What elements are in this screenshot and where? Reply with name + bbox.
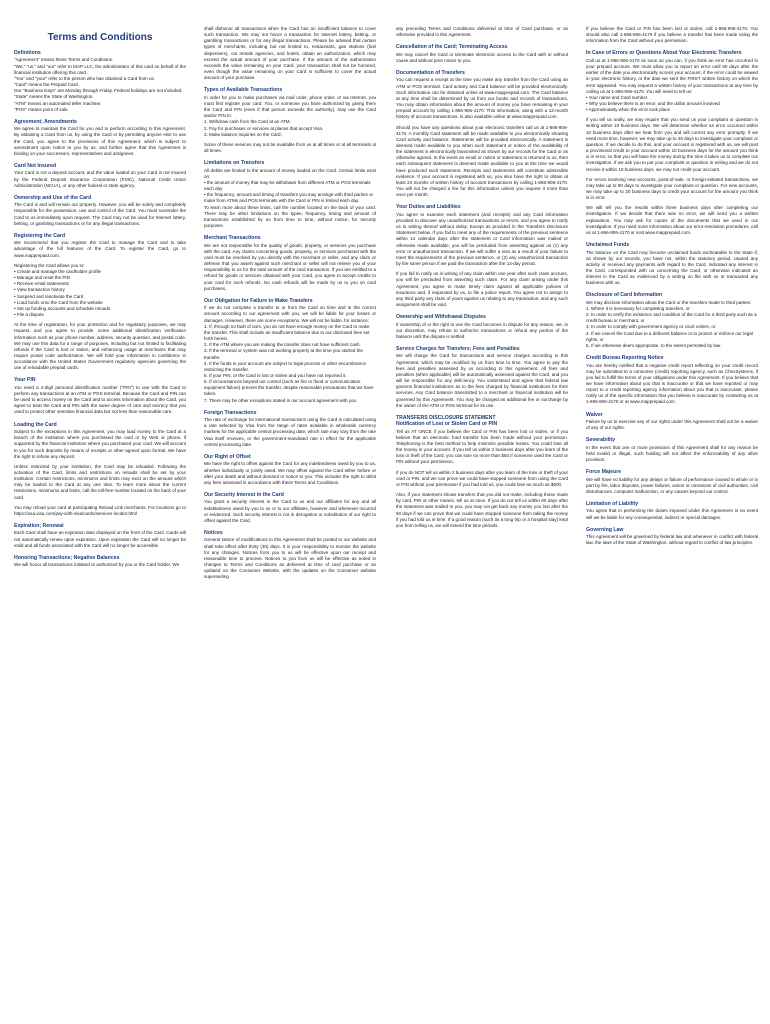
definition-item: Our "Business Days" are Monday through Friday. Federal holidays are not included. bbox=[14, 88, 183, 94]
definition-item: "Card" means the Prepaid Card. bbox=[14, 82, 79, 88]
foreign-heading: Foreign Transactions bbox=[204, 409, 257, 416]
ownership-use-text: The Card is and will remain our property. However, you will be solely and completely responsible for the possession, use and control of the Card. You must surrender the Card to us immediately upon request. The Card may not be used for Internet lottery, betting, or gambling transactions or for any illegal transactions. bbox=[14, 202, 186, 226]
definitions-list bbox=[14, 57, 186, 112]
list-item: 1. If, through no fault of ours, you do not have enough money on the Card to make the transfer. This shall include an insufficient balance due to our disclosed fees set forth herein. bbox=[204, 323, 370, 342]
definition-item: "State" means the State of Washington. bbox=[14, 94, 94, 100]
severability-text: In the event that one or more provisions of this Agreement shall for any reason be held invalid or illegal, such holding will not affect the enforceability of any other provision. bbox=[586, 444, 758, 463]
loading-heading: Loading the Card bbox=[14, 421, 57, 428]
duties-heading: Your Duties and Liabilities bbox=[396, 204, 461, 211]
list-item: • Approximately when the error took place bbox=[586, 107, 670, 113]
force-majeure-text: We will have no liability for any delays or failure of performance caused in whole or in part by fire, labor disputes, power failures, action or omissions of civil authorities, civil disturbances, computer malfunction, or any causes beyond our control. bbox=[586, 476, 758, 494]
list-item: 6. If circumstances beyond our control (such as fire or flood or communication equipment failure) prevent the transfer, despite reasonable precautions that we have taken. bbox=[204, 379, 374, 397]
list-item: • Suspend and reactivate the Card bbox=[14, 293, 84, 299]
unclaimed-heading: Unclaimed Funds bbox=[586, 242, 630, 249]
errors-text-2: If you tell us orally, we may require that you send us your complaint or question in writing within 10 business days. We will determine whether an error occurred within 10 business days after we hear from you and will correct any error promptly. If we need more time, however, we may take up to 45 days to investigate your complaint or question. If we decide to do this, and your account is registered with us, we will post a provisional credit to your account within 10 business days for the amount you think is in error, so that you will have the money during the time it takes us to complete our investigation. If we ask you to put your complaint or question in writing and we do not receive it within 10 business days, we may not credit your account. bbox=[586, 117, 758, 172]
card-not-insured-heading: Card Not Insured bbox=[14, 163, 57, 169]
registering-list-intro: Registering the Card allows you to: bbox=[14, 262, 85, 268]
security-text: You grant a security interest in the Card to us and our affiliates for any and all indebtedness owed by you to us or to our affiliates, however and whenever incurred or evidenced. Such security interest is not in derogation or substitution of our right to offset against the Card. bbox=[204, 499, 376, 523]
registering-heading: Registering the Card bbox=[14, 232, 66, 239]
list-item: • Create and manage the cardholder profile bbox=[14, 268, 102, 274]
types-list bbox=[204, 119, 376, 137]
lost-stolen-subheading: Notification of Lost or Stolen Card or PIN bbox=[396, 421, 498, 428]
ownership-disputes-heading: Ownership and Withdrawal Disputes bbox=[396, 314, 486, 321]
credit-bureau-heading: Credit Bureau Reporting Notice bbox=[586, 355, 664, 362]
honoring-continued-text: shall dishonor all transactions when the Card has an insufficient balance to cover such transaction. We may not honor a transaction for Internet lottery, betting, or gambling transactions or for any illegal transactions. Please be advised that certain types of merchants, including but not limited to, restaurants, gas stations (fuel dispensers), car rentals agencies, and hotels, obtain an authorization, which may exceed the actual amount of your purchase. If the amount of the authorization exceeds the value remaining on your Card, your transaction shall not be honored, even though the value remaining on your Card is sufficient to cover the actual amount of your purchase. bbox=[204, 26, 376, 81]
errors-list bbox=[586, 95, 758, 113]
amendments-text: We agree to maintain the Card for you and to perform according to this Agreement. By obtaining a Card from us, by using the Card or by permitting anyone else to use the Card, you agree to the provisions of this Agreement, which is subject to amendment upon notice to you by us, and further agree that this Agreement is binding on your successors, representatives and assignees. bbox=[14, 126, 186, 156]
duties-text-2: If you fail to notify us in writing of any claim within one year after such claim accrues, you will be precluded from asserting such claim. For any claim arising under this Agreement, you agree to make timely claim against all applicable policies of insurance and, if requested by us, to file a police report. You agree not to assign to any third party any claim of yours against us relating to any transaction, and any such assignment shall be void. bbox=[396, 271, 568, 307]
column-4 bbox=[586, 26, 758, 551]
honoring-text: We will honor all transactions initiated or authorized by you or the Card holder. We bbox=[14, 562, 180, 568]
list-item: • Receive email statements bbox=[14, 281, 69, 287]
definition-item: "Agreement" means these Terms and Conditions. bbox=[14, 57, 114, 63]
column-3 bbox=[396, 26, 568, 533]
limitations-list bbox=[204, 180, 376, 205]
types-text: In order for you to make purchases via mail order, phone order, or via Internet, you must first register your card. You, or someone you have authorized by giving them the Card and PIN (even if that person exceeds the authority), may use the Card and/or PIN to: bbox=[204, 94, 376, 119]
list-item: 3. In order to comply with government agency or court orders, or bbox=[586, 324, 716, 330]
list-item: 1. Where it is necessary for completing transfers, or bbox=[586, 306, 690, 311]
amendments-heading: Agreement; Amendments bbox=[14, 118, 77, 125]
disclosure-heading: Disclosure of Card Information bbox=[586, 292, 663, 299]
loading-text-2: Unless restricted by your institution, the Card may be reloaded. Following the activation of the Card, limits and restrictions on reloads shall be set by your institution. Certain restrictions, minimums and limits may exist on the amount which may be loaded to the Card at any one time. To learn more about the current restrictions, minimums and limits, call the toll-free number located on the back of your card. bbox=[14, 463, 186, 500]
documentation-heading: Documentation of Transfers bbox=[396, 70, 465, 77]
ownership-use-heading: Ownership and Use of the Card bbox=[14, 194, 92, 201]
list-item: 2. Pay for purchases or services at places that accept Visa. bbox=[204, 125, 324, 131]
list-item: 5. If your PIN, or the Card is lost or stolen and you have not reported it. bbox=[204, 372, 347, 378]
registering-list bbox=[14, 269, 186, 318]
foreign-text: The rate of exchange for international transactions using the Card is calculated using a rate selected by Visa from the range of rates available in wholesale currency markets for the applicable central processing date, which rate may vary from the rate Visa itself receives, or the government-mandated rate in effect for the applicable central processing date. bbox=[204, 417, 376, 447]
definition-item: "We," "us," and "our" refer to MAP LLC, the administrator of this card on behalf of the financial institution offering this card. bbox=[14, 63, 186, 75]
list-item: • Why you believe there is an error, and the dollar amount involved bbox=[586, 100, 720, 106]
lost-stolen-contact-text: If you believe the Card or PIN has been lost or stolen, call 1-866-906-4170. You should also call 1-866-906-4170 if you believe a transfer has been made using the information from the Card without your permission. bbox=[586, 26, 758, 44]
governing-law-heading: Governing Law bbox=[586, 526, 624, 533]
list-item: • Your name and Card number bbox=[586, 94, 648, 100]
limitations-heading: Limitations on Transfers bbox=[204, 160, 265, 167]
notices-text: General Notice of modifications to this Agreement shall be posted to our website and shall take effect after thirty (30) days. It is your responsibility to monitor the website for any changes. Notices from you to us will be effective upon our receipt and reasonable time to process. Notices to you from us will be effective as noted in changes to Terms and Conditions as delivered at time of card purchase or as updated on the Consumer Website, with the updates on the Consumer website superseding bbox=[204, 537, 376, 580]
expiration-text: Each Card shall have an expiration date displayed on the front of the Card. Cards will not automatically renew upon expiration. Upon expiration the Card will no longer be valid and all funds associated with the Card will no longer be accessible. bbox=[14, 530, 186, 548]
errors-text: Call us at 1-866-906-4170 as soon as you can, if you think an error has occurred in your prepaid account. We must allow you to report an error until 60 days after the earlier of the date you electronically access your account, if the error could be viewed in your electronic history, or the date we sent the FIRST written history on which the error appeared. You may request a written history of your transactions at any time by calling us at 1-866-906-4170. You will need to tell us: bbox=[586, 57, 758, 94]
waiver-heading: Waiver bbox=[586, 411, 603, 418]
errors-text-3: For errors involving new accounts, point-of-sale, or foreign-initiated transactions, we may take up to 90 days to investigate your complaint or question. For new accounts, we may take up to 20 business days to credit your account for the amount you think is in error. bbox=[586, 176, 758, 201]
column-2 bbox=[204, 26, 376, 585]
documentation-text: You can request a receipt at the time you make any transfer from the Card using an ATM or POS terminal. Card activity and Card balance will be provided electronically. Such information can be obtained online at www.mapprepaid.com. The Card balance at any time shall be determined by us from our books and records of transactions. You may obtain information about the amount of money you have remaining in your prepaid account by calling 1-866-906-4170. This information, along with a 12-month history of account transactions, is also available online at www.mapprepaid.com. bbox=[396, 77, 568, 120]
pin-heading: Your PIN bbox=[14, 377, 36, 384]
lost-stolen-text: Tell us AT ONCE if you believe the Card or PIN has been lost or stolen, or if you believe that an electronic fund transfer has been made without your permission. Telephoning is the best method to help minimize possible losses. You could lose all the money in your account. If you tell us within 2 business days after you learn of the loss or theft of the Card, you can lose no more than $50 if someone used the Card or PIN without your permission. bbox=[396, 428, 568, 465]
service-charges-text: We will charge the Card for transactions and service charges according to this Agreement, which may be modified by us from time to time. You agree to pay the fees and penalties assessed by us according to this Agreement. All fees and penalties (when applicable) will be automatically assessed against the Card, and you will be responsible for any deficiency. You understand and agree that federal law governs financial institutions as to the fees charged by financial institutions for their services. Any Card balance transmitted to a merchant or financial institution will be governed by this Agreement. You may be charged an additional fee or surcharge by the owner of the ATM or POS terminal for its use. bbox=[396, 353, 568, 408]
transfers-disclosure-heading: TRANSFERS DISCLOSURE STATEMENT bbox=[396, 414, 496, 421]
list-item: • File a dispute bbox=[14, 312, 44, 318]
types-heading: Types of Available Transactions bbox=[204, 87, 283, 94]
list-item: 2. If the ATM where you are making the transfer does not have sufficient cash. bbox=[204, 342, 361, 348]
errors-heading: In Case of Errors or Questions About Your Electronic Transfers bbox=[586, 50, 742, 57]
credit-bureau-text: You are hereby notified that a negative credit report reflecting on your credit record may be submitted to a consumer (credit) reporting agency, such as ChexSystems, if you fail to fulfill the terms of your obligations under this Agreement. If you believe that we have information about you that is inaccurate or that we have reported or may report to a credit reporting agency information about you that is inaccurate, please notify us of the specific information that you believe is inaccurate by contacting us at 1-866-906-4170 or at www.mapprepaid.com. bbox=[586, 362, 758, 405]
list-item: • Set up funding accounts and schedule reloads bbox=[14, 305, 111, 311]
merchant-text: We are not responsible for the quality of goods, property, or services you purchase with the card. Any claims concerning goods, property, or services purchased with the card must be resolved by you directly with the merchant or seller, and any claim or defense that you assert against such merchant or seller will not relieve you of your responsibility to us for the total amount of the card transaction. If you are entitled to a refund for goods or services obtained with your Card, you agree to accept credits to your card for such refunds. No cash refunds will be made by us to you on card purchases. bbox=[204, 242, 376, 291]
duties-text: You agree to examine each statement (and receipts) and any Card information provided to discover any unauthorized transactions or errors, and you agree to notify us in writing thereof without delay. Except as provided in the Transfers Disclosure Statement below. If you fail to meet any of the requirements of the previous sentence within 14 calendar days after the statement or Card information was mailed or otherwise made available, you will be precluded from asserting against us (1) any error or unauthorized transaction. If we will suffer a loss as a result of your failure to meet the requirements of the previous sentence, or (2) any unauthorized transaction by the same person if we paid the transaction after the 14-day period. bbox=[396, 211, 568, 267]
unclaimed-text: The balance on the Card may become unclaimed funds escheatable to the State if, as shown by our records, you have not, within the statutory period, caused any activity or received any payments with regard to the Card, indicated any interest in the Card, corresponded with us concerning the Card, or otherwise indicated an interest in the Card as evidenced by a writing on file with us or transacted any business with us. bbox=[586, 249, 758, 286]
list-item: • the amount of money that may be withdrawn from different ATM or POS terminals each day bbox=[204, 179, 371, 192]
list-item: • the frequency, amount and timing of transfers you may arrange with third parties or make from ATMs and POS terminals with the Card or PIN is limited each day. bbox=[204, 192, 374, 204]
obligation-list bbox=[204, 324, 376, 404]
waiver-text: Failure by us to exercise any of our rights under this Agreement shall not be a waiver of any of our rights. bbox=[586, 419, 758, 431]
obligation-text: If we do not complete a transfer to or from the Card on time and in the correct amount according to our agreement with you, we will be liable for your losses or damages. However, there are some exceptions. We will not be liable, for instance: bbox=[204, 305, 376, 323]
governing-law-text: This Agreement will be governed by federal law and whenever in conflict with federal law, the laws of the State of Washington, without regard to conflict of law principles. bbox=[586, 534, 758, 546]
limitations-text-2: To learn more about these limits, call the number located on the back of your card. There may be other limitations on the types, frequency, timing and amount of transactions established by us from time to time, without notice, for security purposes. bbox=[204, 204, 376, 229]
definition-item: "ATM" means an automated teller machine. bbox=[14, 100, 102, 106]
loading-text: Subject to the exceptions in this Agreement, you may load money to the Card at a branch of the institution where you purchased the card or by Web or phone, if supported by the financial institution where you purchased your card. We will account to you for such deposits by means of receipts or other agreed upon format. We have the right to refuse any deposit. bbox=[14, 429, 186, 459]
disclosure-text: We may disclose information about the Card or the transfers made to third parties: bbox=[586, 299, 752, 305]
types-text-2: Some of these services may not be available from us at all times or at all terminals at all times. bbox=[204, 141, 376, 154]
list-item: 5. If we otherwise deem appropriate, to the extent permitted by law. bbox=[586, 342, 722, 348]
merchant-heading: Merchant Transactions bbox=[204, 235, 261, 242]
definition-item: "You" and "your" refer to the person who has obtained a Card from us. bbox=[14, 75, 156, 81]
expiration-heading: Expiration; Renewal bbox=[14, 523, 64, 530]
ownership-disputes-text: If ownership of or the right to use the Card becomes in dispute for any reason, we, in our discretion, may refuse to authorize transactions or refund any portion of the balance until the dispute is settled. bbox=[396, 321, 568, 339]
list-item: 4. If the funds in your account are subject to legal process or other encumbrance restricting the transfer. bbox=[204, 360, 367, 372]
pin-text: You need a 4-digit personal identification number ("PIN") to use with the Card to perform any transactions at an ATM or POS terminal. Because the Card and PIN can be used to access money on the Card and to access information about the Card, you agree to treat the Card and PIN with the same degree of care and secrecy that you used to protect other sensitive financial data but not less than reasonable care. bbox=[14, 384, 186, 415]
definition-item: "POS" means point of sale. bbox=[14, 106, 69, 112]
list-item: 2. In order to verify the existence and condition of the Card for a third party such as a credit bureau or merchant, or bbox=[586, 312, 757, 324]
severability-heading: Severability bbox=[586, 437, 616, 444]
notices-heading: Notices bbox=[204, 530, 223, 536]
documentation-text-2: Should you have any questions about your electronic transfers call us at 1-866-906-4170. A monthly Card statement will be made available to you electronically showing Card activity and balance. Statements will be provided electronically. A statement is deemed made available to you when such statement or notice of the availability of the statement is electronically transmitted as shown by our records for the Card or as otherwise agreed. In the event an email or notice or statement is returned to us, then each subsequent statement is deemed made available to you at the time we would have produced such statement. Receipts and statements will constitute admissible evidence. If your account is registered with us, you also have the right to obtain at least 24 months of written history of account transactions by calling 1-866-906-4170. You will not be charged a fee for this information unless you request it more than once per month. bbox=[396, 124, 568, 198]
errors-text-4: We will tell you the results within three business days after completing our investigation. If we decide that there was no error, we will send you a written explanation. You may ask for copies of the documents that we used in our investigation. If you need more information about our error-resolution procedures, call us at 1-866-906-4170 or visit www.mapprepaid.com. bbox=[586, 205, 758, 235]
card-not-insured-text: Your Card is not a deposit account, and the value loaded on your Card is not insured by the Federal Deposit Insurance Corporation (FDIC), National Credit Union Administration (NCUA), or any other federal or state agency. bbox=[14, 170, 186, 188]
obligation-heading: Our Obligation for Failure to Make Transfers bbox=[204, 297, 313, 304]
limitations-text: All debits are limited to the amount of money loaded on the Card. Certain limits exist on: bbox=[204, 167, 376, 179]
security-heading: Our Security Interest in the Card bbox=[204, 491, 284, 498]
disclosure-list bbox=[586, 306, 758, 349]
column-1 bbox=[14, 26, 186, 573]
force-majeure-heading: Force Majeure bbox=[586, 469, 622, 476]
loading-text-3: You may reload your card at participating Reload Link merchants. For locations go to https://usa.visa.com/pay-with-visa/cards/services-locator.html bbox=[14, 504, 186, 516]
registering-text-2: At the time of registration, for your protection and for regulatory purposes, we may request, and you agree to provide, some additional identification verification information such as your phone number, address, security question, and postal code. We may use this data for a range of purposes, including but not limited to facilitating refunds if the Card is lost or stolen, and enhancing usage at merchants that may require postal code authorization. We will hold your information in confidence in accordance with the United States Government regulatory agencies governing the use of reloadable prepaid cards. bbox=[14, 322, 186, 371]
lost-stolen-text-2: If you do NOT tell us within 2 business days after you learn of the loss or theft of your card or PIN, and we can prove we could have stopped someone from using the Card or PIN without your permission if you had told us, you could lose as much as $500. bbox=[396, 469, 568, 487]
offset-heading: Our Right of Offset bbox=[204, 453, 251, 460]
service-charges-heading: Service Charges for Transfers; Fees and Penalties bbox=[396, 346, 520, 353]
registering-text: We recommend that you register the Card to manage the Card and to take advantage of the full features of the Card. To register the Card, go to www.mapprepaid.com. bbox=[14, 240, 186, 258]
list-item: 4. If we cancel the Card due to a deficient balance or to protect or enforce our legal rights, or bbox=[586, 330, 753, 342]
lost-stolen-text-3: Also, if your statement shows transfers that you did not make, including those made by card, PIN or other means, tell us at once. If you do not tell us within 60 days after the statement was mailed to you, you may not get back any money you lost after the 60 days if we can prove that we could have stopped someone from taking the money if you had told us in time. If a good reason (such as a long trip or a hospital stay) kept you from telling us, we will extend the time periods. bbox=[396, 492, 568, 528]
list-item: • Load funds onto the Card from the website bbox=[14, 299, 103, 305]
list-item: 3. Make balance inquiries on the Card. bbox=[204, 131, 282, 137]
list-item: 7. There may be other exceptions stated in our account agreement with you. bbox=[204, 397, 358, 403]
limitation-liability-heading: Limitation of Liability bbox=[586, 501, 639, 508]
cancellation-text: We may cancel the Card or terminate electronic access to the Card with or without cause and without prior notice to you. bbox=[396, 51, 568, 63]
notices-continued-text: any preceding Terms and Conditions delivered at time of Card purchase, or as otherwise provided in this Agreement. bbox=[396, 26, 568, 38]
list-item: • View transaction history bbox=[14, 287, 65, 293]
list-item: 3. If the terminal or system was not working properly at the time you started the transfer. bbox=[204, 348, 363, 360]
document-title: Terms and Conditions bbox=[47, 32, 153, 43]
offset-text: We have the right to offset against the Card for any indebtedness owed by you to us, whether individually or jointly owed. We may offset against the Card either before or after your death and without demand or notice to you. This includes the right to debit any fees assessed in accordance with these Terms and Conditions. bbox=[204, 461, 376, 485]
list-item: • Manage and reset the PIN bbox=[14, 275, 70, 281]
honoring-heading: Honoring Transactions; Negative Balances bbox=[14, 554, 120, 561]
definitions-heading: Definitions bbox=[14, 50, 41, 56]
limitation-liability-text: You agree that in performing the duties imposed under this Agreement in no event will we be liable for any consequential, indirect or special damages. bbox=[586, 508, 758, 520]
list-item: 1. Withdraw cash from the Card at an ATM. bbox=[204, 119, 291, 125]
cancellation-heading: Cancellation of the Card; Terminating Access bbox=[396, 44, 508, 51]
